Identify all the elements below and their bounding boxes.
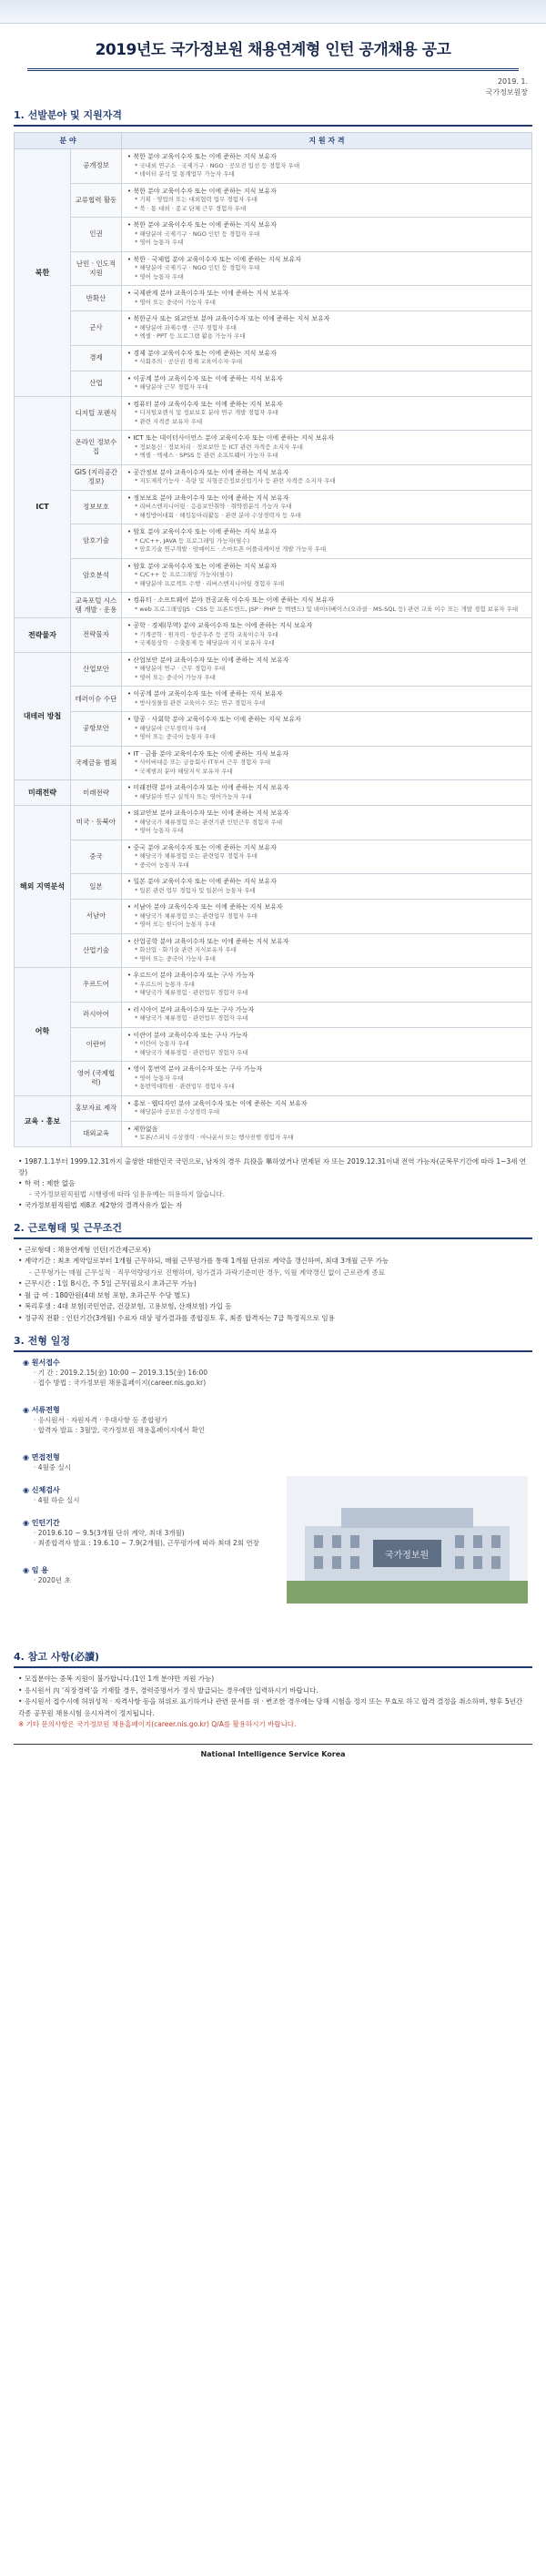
- field-name: 반확산: [71, 286, 122, 311]
- field-name: 경제: [71, 345, 122, 371]
- qualification-main: • 산업공학 분야 교육이수자 또는 이에 준하는 지식 보유자: [127, 937, 289, 945]
- table-row: [15, 806, 532, 840]
- qualification-preference: * 국내외 연구소 · 국제기구 · NGO · 공모전 입선 등 경험자 우대: [135, 161, 300, 169]
- table-row: [15, 218, 532, 252]
- field-name: 서남아: [71, 900, 122, 934]
- qualification-preference: * 엑셀 · 엑세스 · SPSS 등 관련 소프트웨어 가능자 우대: [135, 452, 278, 459]
- qualification-main: • 서남아 분야 교육이수자 또는 이에 준하는 지식 보유자: [127, 903, 283, 911]
- field-name: 미래전략: [71, 780, 122, 806]
- qualification-cell: [122, 687, 532, 712]
- qualification-cell: [122, 933, 532, 968]
- qualification-cell: [122, 968, 532, 1003]
- qualification-preference: * C/C++, JAVA 등 프로그래밍 가능자(필수): [135, 536, 250, 545]
- qualification-preference: * 영어 능통자 우대: [135, 1074, 184, 1082]
- qualification-preference: * 영어 또는 힌디어 능통자 우대: [135, 921, 216, 928]
- building-sign: 국가정보원: [384, 1551, 430, 1561]
- field-name: 정보보호: [71, 490, 122, 524]
- qualification-main: • 북한 분야 교육이수자 또는 이에 준하는 지식 보유자: [127, 221, 277, 229]
- qualification-cell: [122, 371, 532, 396]
- field-name: 산업기술: [71, 933, 122, 968]
- table-row: [15, 687, 532, 712]
- table-row: [15, 311, 532, 346]
- qualification-cell: [122, 593, 532, 618]
- field-name: 테러이슈 수단: [71, 687, 122, 712]
- salary: • 월 급 여 : 180만원(4대 보험 포함, 초과근무 수당 별도): [18, 1290, 190, 1299]
- qualification-main: • 정보보호 분야 교육이수자 또는 이에 준하는 지식 보유자: [127, 494, 289, 502]
- qualification-preference: * 해당국가 체류경험 · 관련업무 경험자 우대: [135, 989, 248, 996]
- qualification-preference: * 해당분야 국제기구 · NGO 인턴 등 경험자 우대: [135, 264, 260, 271]
- qualification-preference: * 영어 또는 중국어 가능자 우대: [135, 954, 216, 962]
- field-name: 영어 (국제협력): [71, 1062, 122, 1096]
- qualification-preference: * 암호기술 연구개발 · 암예이드 · 스마트폰 어플리케이션 개발 가능자 우대: [135, 545, 327, 553]
- qualification-main: • 암호 분야 교육이수자 또는 이에 준하는 지식 보유자: [127, 528, 277, 535]
- qualification-main: • 북한 분야 교육이수자 또는 이에 준하는 지식 보유자: [127, 153, 277, 160]
- field-name: 온라인 정보수집: [71, 431, 122, 465]
- table-row: [15, 712, 532, 747]
- qualification-cell: [122, 311, 532, 346]
- group-name: 북한: [15, 149, 71, 397]
- qualification-main: • 우르드어 분야 교육이수자 또는 구사 가능자: [127, 972, 255, 979]
- qualification-preference: * 통번역대학원 · 관련업무 경험자 우대: [135, 1083, 235, 1090]
- qualification-main: • 이란어 분야 교육이수자 또는 구사 가능자: [127, 1031, 248, 1039]
- qualification-cell: [122, 1121, 532, 1146]
- section4-title: 4. 참고 사항(必讀): [14, 1649, 532, 1668]
- qualification-preference: * 중국어 능통자 우대: [135, 860, 189, 869]
- qualification-preference: * 지도제작기능사 · 측량 및 지형공간정보산업기사 등 관련 자격증 소지자 우대: [135, 477, 336, 484]
- qualification-preference: * 해당분야 근무 경험자 우대: [135, 383, 208, 391]
- note-career: • 응시원서 內 '직장경력'을 기재할 경우, 경력증명서가 정식 발급되는 경우에만 입력하시기 바랍니다.: [18, 1685, 318, 1695]
- qualification-cell: [122, 840, 532, 874]
- qualification-main: • 컴퓨터 · 소프트웨어 분야 전공교육 이수자 또는 이에 준하는 지식 보유자: [127, 596, 334, 604]
- field-name: 인권: [71, 218, 122, 252]
- qualification-main: • 중국 분야 교육이수자 또는 이에 준하는 지식 보유자: [127, 843, 277, 851]
- field-name: 러시아어: [71, 1002, 122, 1027]
- note-inquiry: ※ 기타 문의사항은 국가정보원 채용홈페이지(career.nis.go.kr) Q/A를 활용하시기 바랍니다.: [18, 1720, 297, 1728]
- qualification-preference: * 해당분야 프로젝트 수행 · 리버스엔지니어링 경험자 우대: [135, 579, 285, 587]
- section1-notes: [18, 1156, 528, 1211]
- table-row: [15, 746, 532, 780]
- qualification-preference: * 영어 또는 중국어 가능자 우대: [135, 673, 216, 681]
- note-deferral: - 국가정보원직원법 시행령에 따라 임용유예는 허용하지 않습니다.: [29, 1189, 226, 1198]
- qualification-preference: * 사회주의 · 공산권 경제 교육이수자 우대: [135, 358, 243, 365]
- qualification-main: • 공간정보 분야 교육이수자 또는 이에 준하는 지식 보유자: [127, 468, 289, 476]
- table-row: [15, 558, 532, 593]
- section4-list: [18, 1674, 528, 1731]
- field-name: 우르드어: [71, 968, 122, 1003]
- table-row: [15, 618, 532, 653]
- qualification-cell: [122, 1095, 532, 1121]
- qualification-main: • 항공 · 사회학 분야 교육이수자 또는 이에 준하는 지식 보유자: [127, 716, 301, 723]
- step-interview: ◉ 면접전형 · 4월중 실시: [23, 1453, 71, 1471]
- table-row: [15, 840, 532, 874]
- qualification-preference: * 정보통신 · 정보처리 · 정보보안 등 ICT 관련 자격증 소지자 우대: [135, 443, 303, 451]
- qualification-preference: * 해당국가 체류경험 또는 관련업무 경험자 우대: [135, 911, 258, 920]
- field-name: 이란어: [71, 1027, 122, 1062]
- qualification-cell: [122, 431, 532, 465]
- field-name: 공개정보: [71, 149, 122, 184]
- title-divider: [27, 68, 519, 71]
- field-name: 대외교육: [71, 1121, 122, 1146]
- qualification-main: • 국제관계 분야 교육이수자 또는 이에 준하는 지식 보유자: [127, 290, 289, 297]
- qualification-preference: * 영어 능통자 우대: [135, 239, 184, 246]
- qualification-main: • 경제 분야 교육이수자 또는 이에 준하는 지식 보유자: [127, 349, 277, 357]
- benefits: • 복리후생 : 4대 보험(국민연금, 건강보험, 고용보험, 산재보험) 가입 등: [18, 1302, 232, 1310]
- col-qual-header: 지 원 자 격: [122, 133, 532, 149]
- qualification-cell: [122, 464, 532, 490]
- step-document: ◉ 서류전형 · 응시원서 · 자원자격 · 우대사항 등 종합평가 · 합격자 발표 : 3월말, 국가정보원 채용홈페이지에서 확인: [23, 1406, 206, 1434]
- table-row: [15, 874, 532, 900]
- qualification-preference: * 국제범죄 분야 해당지식 보유자 우대: [135, 767, 233, 775]
- group-name: 교육 · 홍보: [15, 1095, 71, 1146]
- table-row: [15, 1095, 532, 1121]
- conversion: • 정규직 전환 : 인턴기간(3개월) 수료자 대상 평가결과를 종합검토 후, 최종 합격자는 7급 특정직으로 임용: [18, 1313, 335, 1322]
- qualification-main: • 북한 · 국제법 분야 교육이수자 또는 이에 준하는 지식 보유자: [127, 255, 301, 263]
- field-name: 홍보자료 제작: [71, 1095, 122, 1121]
- qualification-preference: * 해당분야 공모전 수상경력 우대: [135, 1108, 220, 1115]
- qualification-cell: [122, 712, 532, 747]
- field-name: 국제금융 범죄: [71, 746, 122, 780]
- table-row: [15, 490, 532, 524]
- qualification-cell: [122, 1062, 532, 1096]
- table-row: [15, 900, 532, 934]
- qualification-cell: [122, 149, 532, 184]
- qualification-table-body: [15, 149, 532, 1147]
- qualification-preference: * 북 · 통 대외 · 종교 단체 근무 경험자 우대: [135, 204, 247, 212]
- table-row: [15, 345, 532, 371]
- step-internship: ◉ 인턴기간 · 2019.6.10 ~ 9.5(3개월 단위 계약, 최대 3개월) · 최종합격자 발표 : 19.6.10 ~ 7.9(2개월), 근무평가에 따라 최대 2회 연장: [23, 1519, 259, 1547]
- qualification-preference: * 사이버대응 또는 금융회사 IT부서 근무 경험자 우대: [135, 759, 271, 766]
- table-row: [15, 431, 532, 465]
- qualification-cell: [122, 524, 532, 559]
- qualification-cell: [122, 652, 532, 687]
- schedule: [14, 1358, 532, 1640]
- group-name: 대테러 방첩: [15, 652, 71, 780]
- qualification-table: [14, 132, 532, 1147]
- table-row: [15, 593, 532, 618]
- notice-issuer: 국가정보원장: [485, 88, 528, 97]
- qualification-cell: [122, 558, 532, 593]
- group-name: 어학: [15, 968, 71, 1096]
- qualification-main: • 컴퓨터 분야 교육이수자 또는 이에 준하는 지식 보유자: [127, 400, 283, 408]
- qualification-cell: [122, 1027, 532, 1062]
- notice-date: 2019. 1.: [497, 77, 528, 86]
- table-row: [15, 524, 532, 559]
- qualification-preference: * 해당국가 체류경험 · 관련업무 경험자 우대: [135, 1048, 248, 1056]
- qualification-preference: * 영어 또는 중국어 능통자 우대: [135, 733, 216, 740]
- field-name: 난민 · 인도적 지원: [71, 251, 122, 286]
- qualification-preference: * 해당분야 연구 실적자 또는 영어가능자 우대: [135, 792, 252, 800]
- qualification-preference: * 화산업 · 화기술 관련 지식보유자 우대: [135, 946, 237, 953]
- table-row: [15, 396, 532, 431]
- qualification-preference: * 영어 능통자 우대: [135, 272, 184, 280]
- note-falsification: • 응시원서 접수시에 허위성적 · 자격사항 등을 허위로 표기하거나 관련 문서를 위 · 변조한 경우에는 당해 시험을 정지 또는 무효로 하고 합격 결정을 취소하며, 향후 5년간 각종 공무원 채용시험 응시자격이 정지됩니다.: [18, 1697, 523, 1717]
- footer-divider: [14, 1744, 532, 1745]
- table-row: [15, 149, 532, 184]
- field-name: 산업보안: [71, 652, 122, 687]
- qualification-main: • 러시아어 분야 교육이수자 또는 구사 가능자: [127, 1005, 255, 1013]
- qualification-main: • 북한 분야 교육이수자 또는 이에 준하는 지식 보유자: [127, 187, 277, 195]
- qualification-cell: [122, 780, 532, 806]
- qualification-main: • 제한없음: [127, 1125, 158, 1133]
- qualification-preference: * 엑셀 · PPT 등 프로그램 활용 가능자 우대: [135, 332, 246, 340]
- qualification-preference: * C/C++ 등 프로그래밍 가능자(필수): [135, 571, 233, 578]
- qualification-main: • 홍보 · 웹디자인 분야 교육이수자 또는 이에 준하는 지식 보유자: [127, 1099, 308, 1107]
- field-name: 디지털 포렌식: [71, 396, 122, 431]
- field-name: 미국 · 동북아: [71, 806, 122, 840]
- qualification-preference: * 국제통상학 · 수출통제 등 해당분야 지식 보유자 우대: [135, 639, 275, 647]
- qualification-cell: [122, 900, 532, 934]
- section1-title: 1. 선발분야 및 지원자격: [14, 107, 532, 127]
- field-name: GIS (지리공간정보): [71, 464, 122, 490]
- section2-title: 2. 근로형태 및 근무조건: [14, 1220, 532, 1239]
- field-name: 공항보안: [71, 712, 122, 747]
- table-row: [15, 968, 532, 1003]
- qualification-cell: [122, 1002, 532, 1027]
- qualification-main: • 영어 통번역 분야 교육이수자 또는 구사 가능자: [127, 1065, 263, 1073]
- qualification-cell: [122, 345, 532, 371]
- qualification-main: • ICT 또는 데이터사이언스 분야 교육이수자 또는 이에 준하는 지식 보유자: [127, 434, 334, 442]
- qualification-cell: [122, 251, 532, 286]
- qualification-preference: * 이란어 능통자 우대: [135, 1040, 189, 1047]
- field-name: 군사: [71, 311, 122, 346]
- date-block: [18, 76, 528, 98]
- qualification-preference: * 데이터 분석 및 통계업무 가능자 우대: [135, 170, 235, 178]
- qualification-preference: * 해당분야 연구 · 근무 경험자 우대: [135, 665, 226, 672]
- qualification-preference: * 디지털포렌식 및 정보보호 분야 연구 개발 경험자 우대: [135, 409, 278, 416]
- table-header-row: [15, 133, 532, 149]
- qualification-main: • IT · 금융 분야 교육이수자 또는 이에 준하는 지식 보유자: [127, 749, 288, 758]
- group-name: ICT: [15, 396, 71, 618]
- table-row: [15, 1027, 532, 1062]
- table-row: [15, 652, 532, 687]
- work-type: • 근로형태 : 채용연계형 인턴(기간제근로자): [18, 1245, 151, 1254]
- qualification-preference: * 관련 자격증 보유자 우대: [135, 417, 203, 425]
- group-name: 미래전략: [15, 780, 71, 806]
- qualification-main: • 산업보안 분야 교육이수자 또는 이에 준하는 지식 보유자: [127, 656, 289, 664]
- qualification-preference: * 기계공학 · 원자력 · 항공우주 등 공학 교육이수자 우대: [135, 630, 278, 638]
- qualification-main: • 이공계 분야 교육이수자 또는 이에 준하는 지식 보유자: [127, 374, 283, 382]
- qualification-cell: [122, 618, 532, 653]
- qualification-cell: [122, 218, 532, 252]
- footer-text: National Intelligence Service Korea: [200, 1749, 346, 1758]
- table-row: [15, 780, 532, 806]
- qualification-preference: * 영어 또는 중국어 가능자 우대: [135, 298, 216, 306]
- qualification-preference: * 해당국가 체류경험 또는 관련업무 경험자 우대: [135, 852, 258, 860]
- qualification-cell: [122, 286, 532, 311]
- step-appointment: ◉ 임 용 · 2020년 초: [23, 1566, 71, 1584]
- group-name: 전략물자: [15, 618, 71, 653]
- qualification-cell: [122, 183, 532, 218]
- note-age: • 1987.1.1부터 1999.12.31까지 출생한 대한민국 국민으로, 남자의 경우 兵役을 畢하였거나 면제된 자 또는 2019.12.31이내 전역 가능자(군복무기간에 따라 1~3세 연장): [18, 1156, 527, 1176]
- qualification-preference: * 리버스엔지니어링 · 응용보안취약 · 취약점분석 가능자 우대: [135, 503, 292, 510]
- qualification-preference: * 해킹방어대회 · 해킹동아리활동 · 관련 분야 수상경력자 등 우대: [135, 511, 301, 519]
- field-name: 암호기술: [71, 524, 122, 559]
- qualification-preference: * 일본 관련 업무 경험자 및 일본어 능통자 우대: [135, 886, 256, 894]
- group-name: 해외 지역분석: [15, 806, 71, 968]
- work-hours: • 근무시간 : 1일 8시간, 주 5일 근무(필요시 초과근무 가능): [18, 1279, 197, 1288]
- table-row: [15, 371, 532, 396]
- qualification-preference: * 기획 · 영업의 또는 대외협력 업무 경험자 우대: [135, 196, 258, 203]
- table-row: [15, 183, 532, 218]
- contract-period: • 계약기간 : 최초 계약일로부터 1개월 근무하되, 매월 근무평가를 통해 1개월 단위로 계약을 갱신하여, 최대 3개월 근무 가능: [18, 1257, 389, 1265]
- table-row: [15, 1121, 532, 1146]
- field-name: 산업: [71, 371, 122, 396]
- qualification-cell: [122, 396, 532, 431]
- qualification-main: • 공학 · 경제(무역) 분야 교육이수자 또는 이에 준하는 지식 보유자: [127, 622, 313, 629]
- section3-title: 3. 전형 일정: [14, 1333, 532, 1352]
- evaluation-note: - 근무형가는 매월 근무실적 · 직무역량평가로 진행하며, 평가결과 과락기준미만 경우, 익월 계약갱신 없이 근로관계 종료: [29, 1268, 385, 1277]
- qualification-main: • 이공계 분야 교육이수자 또는 이에 준하는 지식 보유자: [127, 690, 283, 697]
- field-name: 중국: [71, 840, 122, 874]
- qualification-preference: * 해당분야 근무경력자 우대: [135, 724, 207, 732]
- page-title: 2019년도 국가정보원 채용연계형 인턴 공개채용 공고: [95, 41, 451, 59]
- field-name: 교류협력 활동: [71, 183, 122, 218]
- note-disqualification: • 국가정보원직원법 제8조 제2항의 결격사유가 없는 자: [18, 1200, 183, 1209]
- qualification-cell: [122, 806, 532, 840]
- qualification-preference: * 영어 능통자 우대: [135, 827, 184, 834]
- qualification-preference: * 해당국가 체류경험 · 관련업무 경험자 우대: [135, 1014, 248, 1022]
- table-row: [15, 1002, 532, 1027]
- qualification-preference: * 우르드어 능통자 우대: [135, 980, 195, 988]
- table-row: [15, 1062, 532, 1096]
- field-name: 암호분석: [71, 558, 122, 593]
- note-education: • 학 력 : 제한 없음: [18, 1178, 76, 1187]
- qualification-main: • 암호 분야 교육이수자 또는 이에 준하는 지식 보유자: [127, 562, 277, 570]
- section2-list: [18, 1245, 528, 1325]
- field-name: 일본: [71, 874, 122, 900]
- field-name: 전략물자: [71, 618, 122, 653]
- qualification-preference: * 방사성물질 관련 교육이수 또는 연구 경험자 우대: [135, 698, 266, 707]
- qualification-preference: * 해당국가 체류경험 또는 관련기관 인턴근무 경험자 우대: [135, 818, 283, 826]
- qualification-cell: [122, 490, 532, 524]
- step-application: ◉ 원서접수 · 기 간 : 2019.2.15(金) 10:00 ~ 2019.3.15(金) 16:00 · 접수 방법 : 국가정보원 채용홈페이지(career.nis.go.kr): [23, 1359, 208, 1387]
- qualification-cell: [122, 874, 532, 900]
- qualification-preference: * 토론/스피치 수상경력 · 아나운서 또는 행사진행 경험자 우대: [135, 1134, 294, 1141]
- table-row: [15, 251, 532, 286]
- step-medical: ◉ 신체검사 · 4월 하순 실시: [23, 1486, 80, 1504]
- table-row: [15, 464, 532, 490]
- table-row: [15, 933, 532, 968]
- qualification-main: • 일본 분야 교육이수자 또는 이에 준하는 지식 보유자: [127, 878, 277, 885]
- qualification-cell: [122, 746, 532, 780]
- qualification-preference: * 해당분야 과제수행 · 근무 경험자 우대: [135, 323, 237, 331]
- col-field-header: 분 야: [15, 133, 122, 149]
- qualification-main: • 미래전략 분야 교육이수자 또는 이에 준하는 지식 보유자: [127, 784, 289, 791]
- table-row: [15, 286, 532, 311]
- qualification-main: • 외교안보 분야 교육이수자 또는 이에 준하는 지식 보유자: [127, 809, 289, 817]
- field-name: 교육포털 시스템 개발 · 운용: [71, 593, 122, 618]
- qualification-preference: * 해당분야 국제기구 · NGO 인턴 등 경험자 우대: [135, 229, 260, 238]
- note-duplicate: • 모집분야는 중복 지원이 불가합니다.(1인 1개 분야만 지원 가능): [18, 1675, 215, 1683]
- top-banner: [0, 0, 546, 24]
- nis-building-illustration: [287, 1476, 528, 1604]
- qualification-preference: * web 프로그래밍(JS · CSS 등 프론트엔드, JSP · PHP 등 백엔드) 및 데이터베이스(오라클 · MS-SQL 등) 관련 교육 이수 또는 개발 경험 보유자 우대: [135, 605, 519, 613]
- qualification-main: • 북한군사 또는 외교안보 분야 교육이수자 또는 이에 준하는 지식 보유자: [127, 315, 330, 322]
